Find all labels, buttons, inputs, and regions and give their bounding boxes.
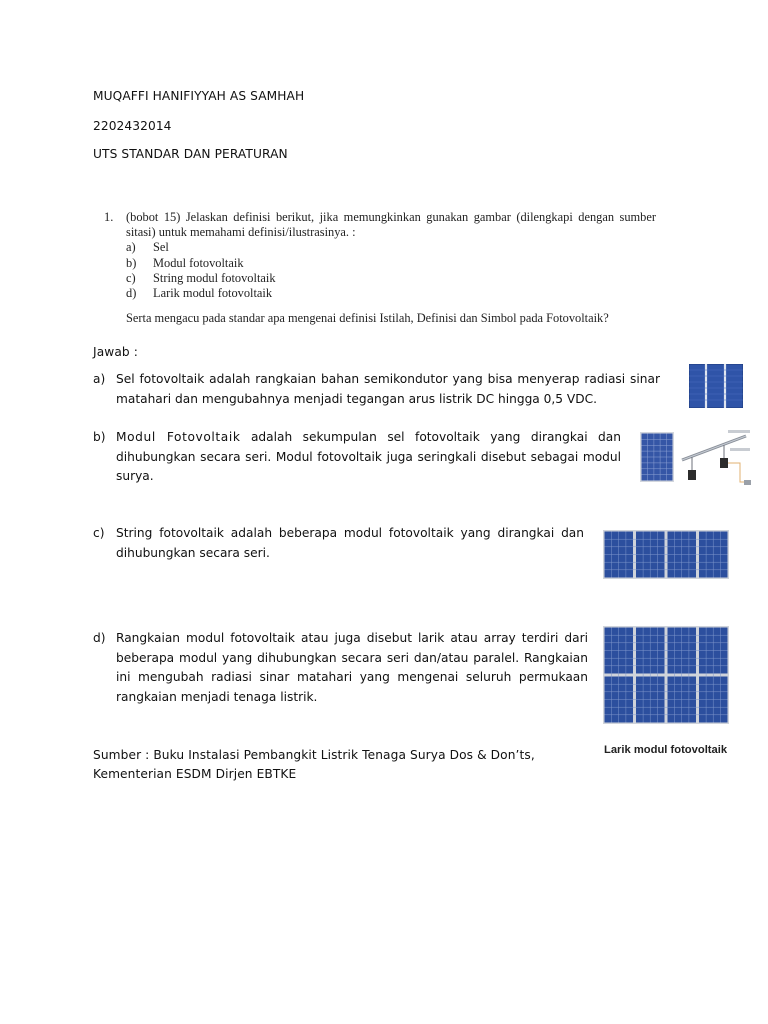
- answer-b: [93, 428, 621, 487]
- answer-a-marker: a): [93, 372, 106, 386]
- question-item: d) Larik modul fotovoltaik: [126, 286, 273, 301]
- question-item: c) String modul fotovoltaik: [126, 270, 276, 285]
- source-line-1: Sumber : Buku Instalasi Pembangkit Listrik Tenaga Surya Dos & Don’ts,: [93, 748, 535, 762]
- answer-b-term: Modul Fotovoltaik: [116, 430, 241, 444]
- pv-module-image: [640, 432, 674, 482]
- answer-b-text: adalah sekumpulan sel fotovoltaik yang dirangkai dan dihubungkan secara seri. Modul fotovoltaik juga seringkali disebut sebagai modul surya.: [116, 430, 621, 483]
- answer-c: [93, 524, 584, 563]
- answer-d-marker: d): [93, 631, 106, 645]
- mounting-diagram-image: [680, 430, 752, 490]
- source-citation: [93, 746, 535, 784]
- answer-c-text: String fotovoltaik adalah beberapa modul fotovoltaik yang dirangkai dan dihubungkan secara seri.: [116, 526, 584, 560]
- pv-array-image: [603, 626, 729, 724]
- question-item: b) Modul fotovoltaik: [126, 255, 244, 270]
- question-item: a) Sel: [126, 240, 169, 255]
- answer-d: [93, 629, 588, 707]
- answer-d-text: Rangkaian modul fotovoltaik atau juga disebut larik atau array terdiri dari beberapa modul yang dihubungkan secara seri dan/atau paralel. Rangkaian ini mengubah radiasi sinar matahari yang mengenai seluruh permukaan rangkaian menjadi tenaga listrik.: [116, 631, 588, 704]
- answer-b-marker: b): [93, 430, 106, 444]
- question-block: [104, 210, 656, 326]
- course-title: UTS STANDAR DAN PERATURAN: [93, 147, 288, 161]
- source-line-2: Kementerian ESDM Dirjen EBTKE: [93, 767, 297, 781]
- answer-c-marker: c): [93, 526, 105, 540]
- solar-cell-image: [689, 364, 743, 408]
- answer-a-text: Sel fotovoltaik adalah rangkaian bahan semikondutor yang bisa menyerap radiasi sinar matahari dan mengubahnya menjadi tegangan arus listrik DC hingga 0,5 VDC.: [116, 372, 660, 406]
- question-tail: Serta mengacu pada standar apa mengenai definisi Istilah, Definisi dan Simbol pada Fotovoltaik?: [126, 311, 609, 326]
- pv-string-image: [603, 530, 729, 579]
- question-items: [126, 240, 656, 301]
- student-id: 2202432014: [93, 119, 172, 133]
- question-number: 1.: [104, 210, 114, 224]
- answer-a: [93, 370, 660, 409]
- figure-caption: Larik modul fotovoltaik: [604, 744, 728, 756]
- question-text: (bobot 15) Jelaskan definisi berikut, jika memungkinkan gunakan gambar (dilengkapi dengan sumber sitasi) untuk memahami definisi/ilustrasinya. :: [126, 210, 656, 240]
- student-name: MUQAFFI HANIFIYYAH AS SAMHAH: [93, 89, 305, 103]
- answer-label: Jawab :: [93, 345, 138, 359]
